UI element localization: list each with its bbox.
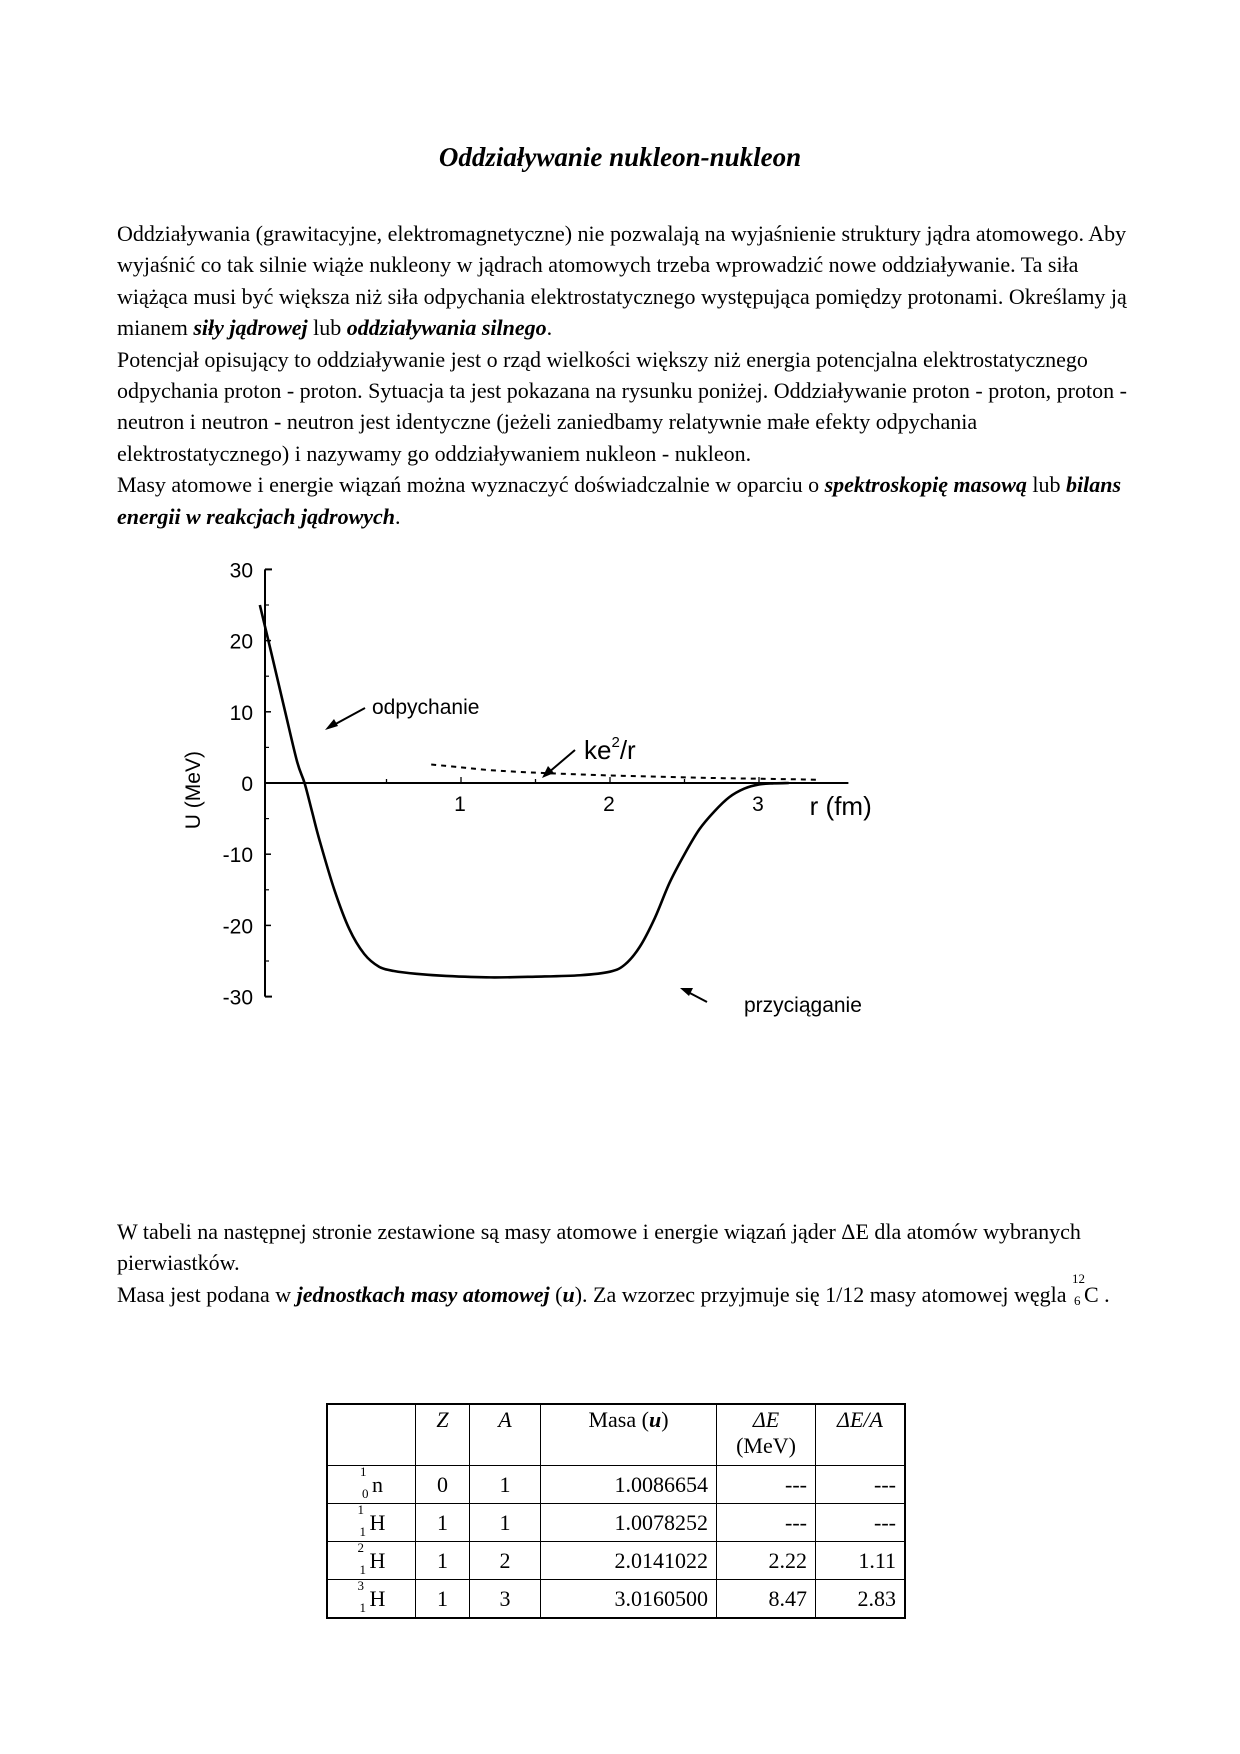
- y-tick-label: -20: [222, 915, 253, 939]
- delta-e-per-a-cell: 2.83: [816, 1580, 906, 1619]
- header-delta-e: ΔE (MeV): [717, 1404, 816, 1466]
- y-tick-label: -30: [222, 986, 253, 1010]
- term-strong-interaction: oddziaływania silnego: [346, 315, 547, 341]
- page-title: Oddziaływanie nukleon-nukleon: [438, 142, 802, 172]
- intro-connector-2: lub: [1026, 472, 1067, 498]
- y-tick-label: 20: [229, 630, 253, 654]
- mass-cell: 1.0078252: [541, 1504, 717, 1542]
- z-cell: 1: [416, 1504, 470, 1542]
- header-a: A: [470, 1404, 541, 1466]
- y-tick-label: -10: [222, 844, 253, 868]
- intro-text: [117, 218, 1127, 532]
- table-intro-paragraph-2: Masa jest podana w: [117, 1281, 297, 1307]
- coulomb-arrowhead: [542, 766, 554, 778]
- delta-e-cell: ---: [717, 1504, 816, 1542]
- term-energy-balance: bilans energii w reakcjach jądrowych: [117, 472, 1122, 529]
- coulomb-arrow: [548, 750, 575, 773]
- header-nuclide: [327, 1404, 416, 1466]
- table-intro-continuation: ). Za wzorzec przyjmuje się 1/12 masy atomowej węgla: [574, 1281, 1072, 1307]
- y-tick-label: 30: [229, 559, 253, 583]
- intro-paragraph-2: Potencjał opisujący to oddziaływanie jest o rząd wielkości większy niż energia potencjalna elektrostatycznego odpychania proton - proton. Sytuacja ta jest pokazana na rysunku poniżej. Oddziaływanie proton - proton, proton - neutron i neutron - neutron jest identyczne (jeżeli zaniedbamy relatywnie małe efekty odpychania elektrostatycznego) i nazywamy go oddziaływaniem nukleon - nukleon.: [117, 346, 1127, 466]
- table-row: [327, 1466, 905, 1504]
- carbon-12-nuclide: 12 6 C: [1071, 1270, 1099, 1308]
- z-cell: 0: [416, 1466, 470, 1504]
- attraction-label: przyciąganie: [744, 994, 862, 1017]
- table-row: [327, 1580, 905, 1619]
- delta-e-cell: 2.22: [717, 1542, 816, 1580]
- nuclide-cell: 2 1 H: [327, 1542, 416, 1580]
- a-cell: 1: [470, 1466, 541, 1504]
- nuclide-cell: 1 1 H: [327, 1504, 416, 1542]
- table-header-row: [327, 1404, 905, 1466]
- term-atomic-mass-unit: jednostkach masy atomowej: [296, 1281, 550, 1307]
- mass-cell: 2.0141022: [541, 1542, 717, 1580]
- z-cell: 1: [416, 1542, 470, 1580]
- mass-cell: 1.0086654: [541, 1466, 717, 1504]
- header-mass: Masa (u): [541, 1404, 717, 1466]
- nuclide-cell: 3 1 H: [327, 1580, 416, 1619]
- x-tick-label: 3: [752, 793, 764, 816]
- intro-paragraph-1: Oddziaływania (grawitacyjne, elektromagnetyczne) nie pozwalają na wyjaśnienie struktury jądra atomowego. Aby wyjaśnić co tak silnie wiąże nukleony w jądrach atomowych trzeba wprowadzić nowe oddziaływanie. Ta siła wiążąca musi być większa niż siła odpychania elektrostatycznego występująca pomiędzy protonami. Określamy ją mianem: [117, 221, 1127, 341]
- y-axis-title: U (MeV): [182, 751, 205, 830]
- attraction-arrowhead: [680, 988, 693, 996]
- intro-connector: lub: [307, 315, 347, 341]
- nuclide-cell: 1 0 n: [327, 1466, 416, 1504]
- term-nuclear-force: siły jądrowej: [193, 315, 308, 341]
- delta-e-per-a-cell: 1.11: [816, 1542, 906, 1580]
- nuclide-mass-table: [326, 1403, 906, 1619]
- intro-period: .: [546, 315, 553, 341]
- table-intro-paragraph-1: W tabeli na następnej stronie zestawione są masy atomowe i energie wiązań jąder ΔE dla atomów wybranych pierwiastków.: [117, 1219, 1081, 1276]
- table-row: [327, 1542, 905, 1580]
- a-cell: 1: [470, 1504, 541, 1542]
- paren-open: (: [549, 1281, 563, 1307]
- nuclear-potential-line: [260, 605, 789, 977]
- term-mass-spectroscopy: spektroskopię masową: [824, 472, 1027, 498]
- x-tick-label: 1: [454, 793, 466, 816]
- table-intro-end: .: [1098, 1281, 1110, 1307]
- y-tick-label: 0: [241, 773, 253, 796]
- x-axis-title: r (fm): [809, 791, 872, 821]
- repulsion-arrowhead: [325, 719, 338, 730]
- intro-period-2: .: [395, 503, 401, 529]
- delta-e-per-a-cell: ---: [816, 1504, 906, 1542]
- potential-chart: [170, 559, 910, 1140]
- coulomb-potential-line: [431, 764, 818, 779]
- a-cell: 2: [470, 1542, 541, 1580]
- z-cell: 1: [416, 1580, 470, 1619]
- intro-paragraph-3: Masy atomowe i energie wiązań można wyznaczyć doświadczalnie w oparciu o: [117, 472, 825, 498]
- delta-e-cell: ---: [717, 1466, 816, 1504]
- y-tick-label: 10: [229, 701, 253, 725]
- table-row: [327, 1504, 905, 1542]
- header-z: Z: [416, 1404, 470, 1466]
- header-delta-e-per-a: ΔE/A: [816, 1404, 906, 1466]
- unit-u: u: [562, 1281, 575, 1307]
- chart-annotations: [325, 696, 862, 1017]
- chart-series: [260, 605, 819, 977]
- x-tick-label: 2: [603, 793, 615, 816]
- a-cell: 3: [470, 1580, 541, 1619]
- coulomb-label: $ke^2/r$: [584, 734, 636, 765]
- table-intro-text: [117, 1216, 1127, 1310]
- delta-e-per-a-cell: ---: [816, 1466, 906, 1504]
- mass-cell: 3.0160500: [541, 1580, 717, 1619]
- repulsion-label: odpychanie: [372, 696, 480, 719]
- delta-e-cell: 8.47: [717, 1580, 816, 1619]
